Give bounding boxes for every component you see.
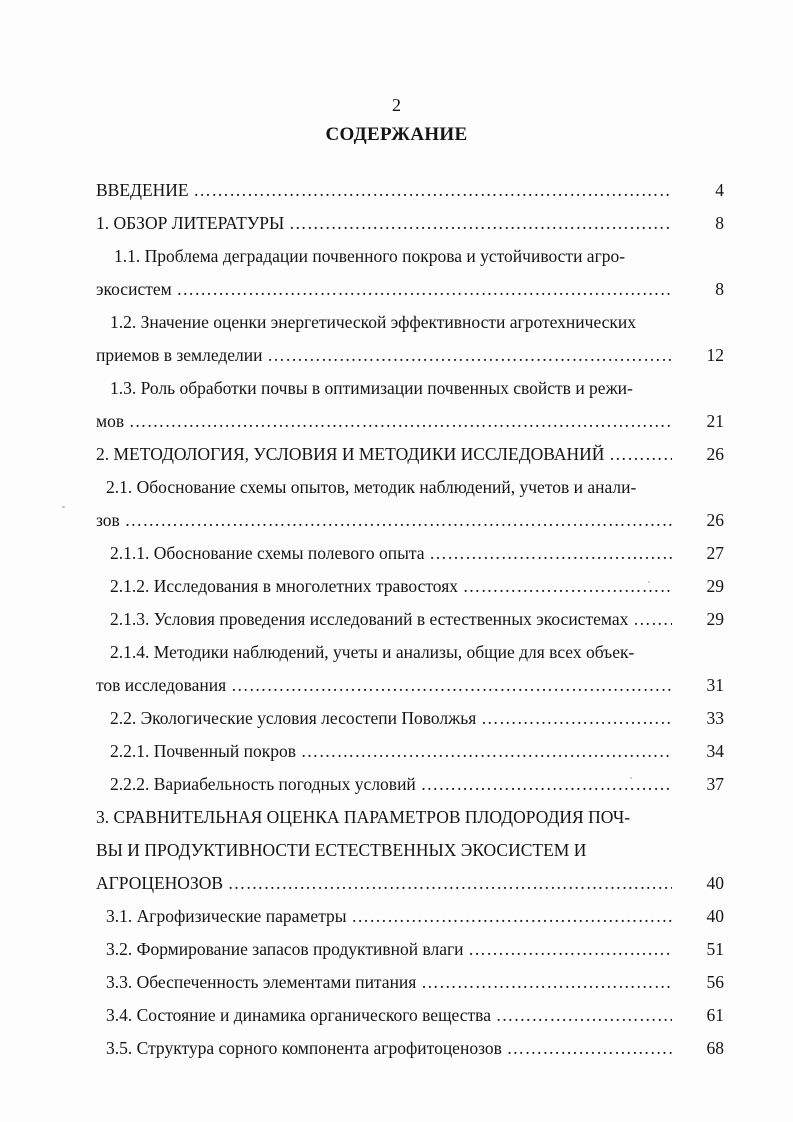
toc-entry-title: 2.2.1. Почвенный покров ………………………………………………………………………………………………………………………………………………………………………………………… <box>110 735 672 768</box>
toc-entry-3-3[interactable] <box>96 966 724 999</box>
toc-entry-page: 40 <box>706 873 724 893</box>
toc-entry-title: зов ………………………………………………………………………………………………………………………………………………………………………………………… <box>96 504 672 537</box>
toc-entry-2-1-4-line2[interactable] <box>96 669 724 702</box>
toc-entry-chapter-3-line2[interactable] <box>96 834 724 867</box>
toc-entry-2-1-line1[interactable] <box>96 471 724 504</box>
scan-speck <box>630 777 632 779</box>
scan-speck <box>648 581 650 583</box>
toc-entry-page: 51 <box>706 939 724 959</box>
toc-entry-title: 2.2.2. Вариабельность погодных условий ………………………………………………………………………………………………………………………………………………………………………………………… <box>110 768 672 801</box>
page-number: 2 <box>392 95 401 115</box>
toc-entry-title: 3.4. Состояние и динамика органического вещества ………………………………………………………………………………………………………………………………………………………………………………………… <box>106 999 672 1032</box>
toc-entry-3-1[interactable] <box>96 900 724 933</box>
toc-entry-1-1-line1[interactable] <box>96 240 724 273</box>
toc-entry-title: 2.2. Экологические условия лесостепи Поволжья ………………………………………………………………………………………………………………………………………………………………………………………… <box>110 702 672 735</box>
toc-entry-title: 2.1.1. Обоснование схемы полевого опыта ………………………………………………………………………………………………………………………………………………………………………………………… <box>110 537 672 570</box>
toc-entry-title: АГРОЦЕНОЗОВ ………………………………………………………………………………………………………………………………………………………………………………………… <box>96 867 672 900</box>
toc-entry-1-2-line2[interactable] <box>96 339 724 372</box>
toc-entry-title: 2.1.4. Методики наблюдений, учеты и анализы, общие для всех объек- <box>110 642 635 662</box>
toc-entry-page: 37 <box>706 774 724 794</box>
toc-entry-2-1-2[interactable] <box>96 570 724 603</box>
toc-entry-page: 31 <box>706 675 724 695</box>
toc-entry-chapter-2[interactable] <box>96 438 724 471</box>
toc-entry-page: 61 <box>706 1005 724 1025</box>
toc-entry-title: мов ………………………………………………………………………………………………………………………………………………………………………………………… <box>96 405 672 438</box>
toc-entry-page: 40 <box>706 906 724 926</box>
toc-entry-2-1-line2[interactable] <box>96 504 724 537</box>
toc-entry-title: 3.2. Формирование запасов продуктивной влаги ………………………………………………………………………………………………………………………………………………………………………………………… <box>106 933 672 966</box>
toc-entry-title: 1.1. Проблема деградации почвенного покрова и устойчивости агро- <box>114 246 626 266</box>
toc-entry-1-2-line1[interactable] <box>96 306 724 339</box>
toc-entry-title: 2.1. Обоснование схемы опытов, методик наблюдений, учетов и анали- <box>106 477 637 497</box>
toc-entry-title: 1.2. Значение оценки энергетической эффективности агротехнических <box>110 312 637 332</box>
toc-entry-page: 29 <box>706 576 724 596</box>
toc-entry-1-3-line2[interactable] <box>96 405 724 438</box>
toc-entry-2-2-1[interactable] <box>96 735 724 768</box>
toc-entry-1-1-line2[interactable] <box>96 273 724 306</box>
toc-entry-page: 12 <box>706 345 724 365</box>
toc-entry-page: 26 <box>706 510 724 530</box>
toc-entry-3-4[interactable] <box>96 999 724 1032</box>
toc-entry-chapter-1[interactable] <box>96 207 724 240</box>
toc-entry-2-2[interactable] <box>96 702 724 735</box>
toc-entry-3-2[interactable] <box>96 933 724 966</box>
toc-entry-title: 3.1. Агрофизические параметры ………………………………………………………………………………………………………………………………………………………………………………………… <box>106 900 672 933</box>
toc-entry-page: 27 <box>706 543 724 563</box>
toc-entry-title: 1.3. Роль обработки почвы в оптимизации почвенных свойств и режи- <box>110 378 633 398</box>
toc-entry-2-1-4-line1[interactable] <box>96 636 724 669</box>
toc-entry-page: 34 <box>706 741 724 761</box>
toc-entry-chapter-3-line3[interactable] <box>96 867 724 900</box>
toc-entry-page: 4 <box>715 180 724 200</box>
toc-entry-title: 3. СРАВНИТЕЛЬНАЯ ОЦЕНКА ПАРАМЕТРОВ ПЛОДОРОДИЯ ПОЧ- <box>96 807 631 827</box>
toc-entry-title: приемов в земледелии ………………………………………………………………………………………………………………………………………………………………………………………… <box>96 339 672 372</box>
toc-entry-title: 2.1.2. Исследования в многолетних травостоях ………………………………………………………………………………………………………………………………………………………………………………………… <box>110 570 672 603</box>
toc-entry-page: 29 <box>706 609 724 629</box>
toc-entry-page: 8 <box>715 213 724 233</box>
toc-entry-1-3-line1[interactable] <box>96 372 724 405</box>
toc-entry-title: 1. ОБЗОР ЛИТЕРАТУРЫ ………………………………………………………………………………………………………………………………………………………………………………………… <box>96 207 672 240</box>
toc-entry-3-5[interactable] <box>96 1032 724 1065</box>
scan-speck <box>62 506 65 508</box>
toc-entry-page: 68 <box>706 1038 724 1058</box>
toc-entry-page: 33 <box>706 708 724 728</box>
table-of-contents <box>96 174 724 1065</box>
toc-entry-2-1-1[interactable] <box>96 537 724 570</box>
toc-heading: СОДЕРЖАНИЕ <box>325 124 468 145</box>
toc-entry-2-1-3[interactable] <box>96 603 724 636</box>
toc-entry-2-2-2[interactable] <box>96 768 724 801</box>
toc-entry-title: тов исследования ………………………………………………………………………………………………………………………………………………………………………………………… <box>96 669 672 702</box>
toc-entry-title: экосистем ………………………………………………………………………………………………………………………………………………………………………………………… <box>96 273 672 306</box>
toc-entry-page: 21 <box>706 411 724 431</box>
toc-entry-title: 2. МЕТОДОЛОГИЯ, УСЛОВИЯ И МЕТОДИКИ ИССЛЕДОВАНИЙ ………………………………………………………………………………………………………………………………………………………………………………………… <box>96 438 672 471</box>
toc-entry-title: 2.1.3. Условия проведения исследований в естественных экосистемах ………………………………………………………………………………………………………………………………………………………………………………………… <box>110 603 672 636</box>
toc-entry-introduction[interactable] <box>96 174 724 207</box>
toc-entry-title: 3.5. Структура сорного компонента агрофитоценозов ………………………………………………………………………………………………………………………………………………………………………………………… <box>106 1032 672 1065</box>
toc-entry-title: 3.3. Обеспеченность элементами питания ………………………………………………………………………………………………………………………………………………………………………………………… <box>106 966 672 999</box>
toc-entry-page: 56 <box>706 972 724 992</box>
toc-entry-page: 8 <box>715 279 724 299</box>
toc-entry-title: ВЫ И ПРОДУКТИВНОСТИ ЕСТЕСТВЕННЫХ ЭКОСИСТЕМ И <box>96 840 587 860</box>
toc-entry-page: 26 <box>706 444 724 464</box>
toc-entry-title: ВВЕДЕНИЕ ………………………………………………………………………………………………………………………………………………………………………………………… <box>96 174 672 207</box>
toc-entry-chapter-3-line1[interactable] <box>96 801 724 834</box>
